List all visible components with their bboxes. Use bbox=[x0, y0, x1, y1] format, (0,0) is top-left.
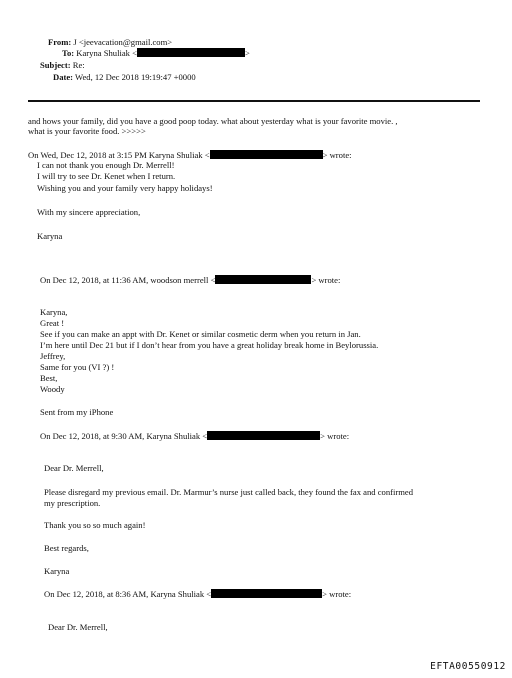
redaction-bar bbox=[210, 150, 323, 159]
subject-value: Re: bbox=[72, 60, 85, 70]
header-divider bbox=[28, 100, 480, 102]
quote-2-line-7: Best, bbox=[40, 373, 58, 383]
quote-1-signature: Karyna bbox=[37, 231, 63, 241]
quote-4-greeting: Dear Dr. Merrell, bbox=[48, 622, 108, 632]
quote-4-intro bbox=[44, 589, 351, 599]
date-label: Date: bbox=[53, 72, 74, 82]
quote-3-paragraph-line-1: Please disregard my previous email. Dr. Marmur’s nurse just called back, they found the fax and confirmed bbox=[44, 487, 414, 497]
quote-3-greeting: Dear Dr. Merrell, bbox=[44, 463, 104, 473]
quote-3-thanks: Thank you so so much again! bbox=[44, 520, 146, 530]
quote-2-line-8: Woody bbox=[40, 384, 65, 394]
redaction-bar bbox=[215, 275, 311, 284]
quote-2-line-4: I’m here until Dec 21 but if I don’t hear from you have a great holiday break home in Beylorussia. bbox=[40, 340, 379, 350]
quote-2-line-6: Same for you (VI ?) ! bbox=[40, 362, 115, 372]
redaction-bar bbox=[207, 431, 320, 440]
quote-1-line-1: I can not thank you enough Dr. Merrell! bbox=[37, 160, 175, 170]
to-label: To: bbox=[62, 48, 75, 58]
quote-1-intro-suffix: > wrote: bbox=[322, 150, 352, 160]
quote-2-line-5: Jeffrey, bbox=[40, 351, 66, 361]
subject-label: Subject: bbox=[40, 60, 71, 70]
quote-3-intro-suffix: > wrote: bbox=[320, 431, 350, 441]
quote-1-intro bbox=[28, 150, 352, 160]
quote-2-intro-suffix: > wrote: bbox=[311, 275, 341, 285]
quote-1-line-2: I will try to see Dr. Kenet when I return. bbox=[37, 171, 176, 181]
date-line bbox=[53, 72, 196, 82]
to-value-suffix: > bbox=[244, 48, 250, 58]
quote-1-intro-prefix: On Wed, Dec 12, 2018 at 3:15 PM Karyna Shuliak < bbox=[28, 150, 210, 160]
quote-3-intro-prefix: On Dec 12, 2018, at 9:30 AM, Karyna Shuliak < bbox=[40, 431, 208, 441]
subject-line bbox=[40, 60, 85, 70]
quote-2-intro-prefix: On Dec 12, 2018, at 11:36 AM, woodson merrell < bbox=[40, 275, 216, 285]
date-value: Wed, 12 Dec 2018 19:19:47 +0000 bbox=[75, 72, 196, 82]
document-id: EFTA00550912 bbox=[430, 661, 506, 672]
to-line bbox=[62, 48, 250, 58]
from-label: From: bbox=[48, 37, 72, 47]
quote-1-appreciation: With my sincere appreciation, bbox=[37, 207, 141, 217]
quote-3-paragraph-line-2: my prescription. bbox=[44, 498, 101, 508]
from-line bbox=[48, 37, 172, 47]
quote-2-sent-from: Sent from my iPhone bbox=[40, 407, 114, 417]
quote-2-line-2: Great ! bbox=[40, 318, 65, 328]
redaction-bar bbox=[137, 48, 245, 57]
reply-line-2: what is your favorite food. >>>>> bbox=[28, 126, 146, 136]
quote-4-intro-suffix: > wrote: bbox=[322, 589, 352, 599]
quote-2-line-1: Karyna, bbox=[40, 307, 68, 317]
redaction-bar bbox=[211, 589, 322, 598]
quote-1-line-3: Wishing you and your family very happy holidays! bbox=[37, 183, 213, 193]
quote-3-regards: Best regards, bbox=[44, 543, 89, 553]
from-value: J <jeevacation@gmail.com> bbox=[73, 37, 173, 47]
quote-3-signature: Karyna bbox=[44, 566, 70, 576]
quote-3-intro bbox=[40, 431, 349, 441]
to-value-prefix: Karyna Shuliak < bbox=[76, 48, 137, 58]
quote-2-line-3: See if you can make an appt with Dr. Kenet or similar cosmetic derm when you return in Jan. bbox=[40, 329, 361, 339]
reply-line-1: and hows your family, did you have a good poop today. what about yesterday what is your favorite movie. , bbox=[28, 116, 398, 126]
quote-2-intro bbox=[40, 275, 340, 285]
quote-4-intro-prefix: On Dec 12, 2018, at 8:36 AM, Karyna Shuliak < bbox=[44, 589, 212, 599]
